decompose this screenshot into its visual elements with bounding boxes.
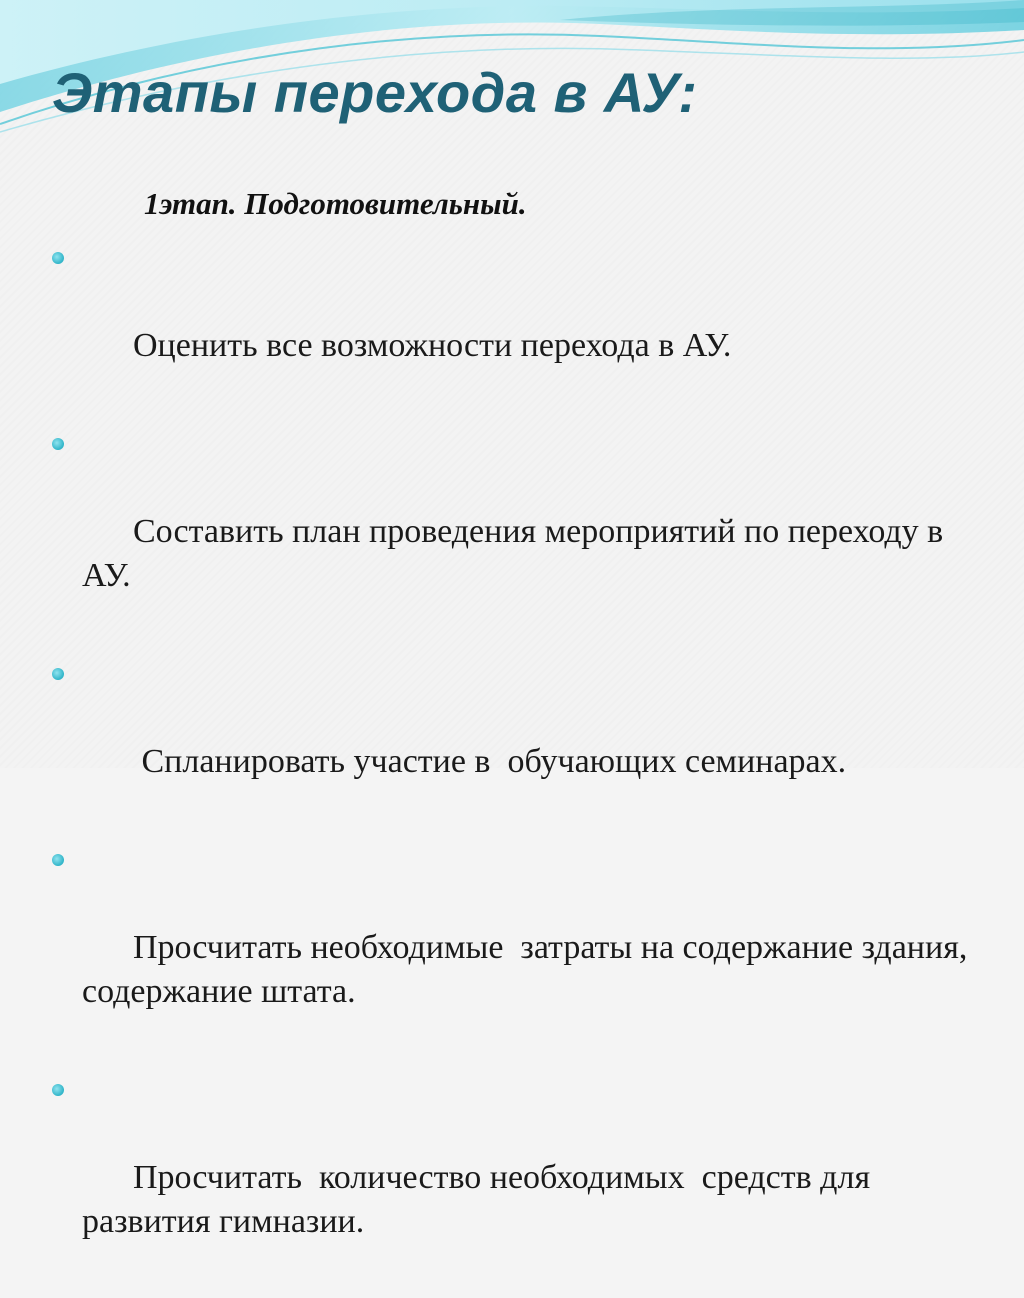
- list-item-text: Просчитать количество необходимых средств для развития гимназии.: [82, 1159, 879, 1240]
- bullet-list: [48, 236, 985, 1298]
- list-item-text: Составить план проведения мероприятий по переходу в АУ.: [82, 513, 952, 594]
- list-item-text: Просчитать необходимые затраты на содержание здания, содержание штата.: [82, 929, 985, 1010]
- list-item: [48, 422, 968, 642]
- bullet-dot-icon: [52, 668, 64, 680]
- list-item-text: Спланировать участие в обучающих семинарах.: [133, 743, 847, 780]
- list-item: [48, 1068, 968, 1288]
- list-item-text: Оценить все возможности перехода в АУ.: [133, 327, 732, 364]
- bullet-dot-icon: [52, 252, 64, 264]
- bullet-dot-icon: [52, 1084, 64, 1096]
- bullet-dot-icon: [52, 438, 64, 450]
- slide-title: Этапы перехода в АУ:: [52, 61, 698, 124]
- stage-heading: 1этап. Подготовительный.: [144, 186, 527, 221]
- list-item: [48, 838, 985, 1058]
- list-item: [48, 236, 968, 412]
- bullet-dot-icon: [52, 854, 64, 866]
- list-item: [48, 652, 968, 828]
